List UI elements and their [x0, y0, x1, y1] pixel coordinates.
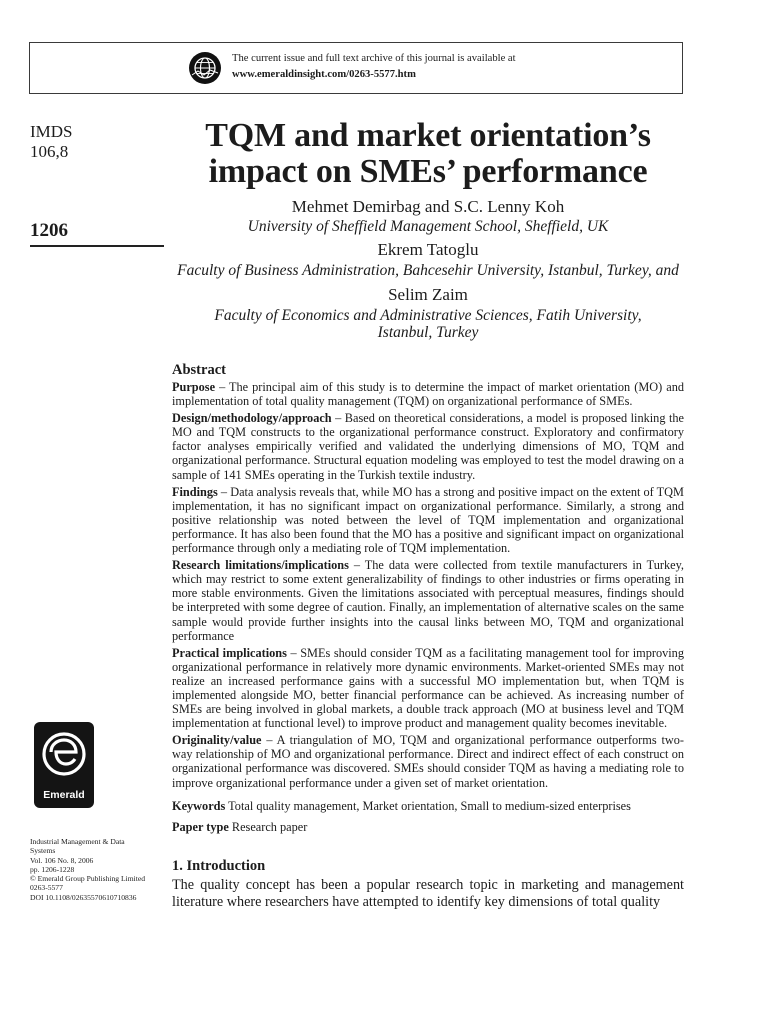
- volume-issue-text: 106,8: [30, 142, 69, 161]
- abstract-findings: [172, 485, 684, 555]
- author-line-1: Mehmet Demirbag and S.C. Lenny Koh: [291, 197, 565, 216]
- citation-block: [30, 837, 170, 902]
- journal-header-box: [29, 42, 683, 94]
- citation-line: Industrial Management & Data: [30, 837, 125, 846]
- abstract-body: [172, 380, 684, 793]
- section-text: – The data were collected from textile manufacturers in Turkey, which may restrict to some extent generalizability of findings to other industries or firms operating in more stable environments. Given the limitations associated with perceptual measures, findings should be interpreted with some degree of caution. Finally, an implementation of alternative scales on the same sample would provide further insights into the causal links between MO, TQM and organizational performance: [172, 558, 684, 643]
- paper-type-label: Paper type: [172, 820, 229, 834]
- title-line-2: impact on SMEs’ performance: [208, 153, 648, 190]
- abstract-heading: Abstract: [172, 362, 226, 378]
- title-line-1: TQM and market orientation’s: [205, 117, 651, 154]
- page-number-rule: [30, 245, 164, 247]
- citation-line: Systems: [30, 846, 56, 856]
- keywords-line: [172, 799, 692, 814]
- keywords-text: Total quality management, Market orientation, Small to medium-sized enterprises: [225, 799, 631, 813]
- abstract-practical: [172, 646, 684, 731]
- section-label: Research limitations/implications: [172, 558, 349, 573]
- section-text: – SMEs should consider TQM as a facilitating management tool for improving organizational performance in relatively more dynamic environments. Market-oriented SMEs may not realize an increased performance gains with a successful MO implementation but, when TQM is implemented alongside MO, better financial performance can be achieved. As increasing number of SMEs are being involved in global markets, a double track approach (MO at business level and TQM implementation at functional level) to improve product and management quality becomes inevitable.: [172, 645, 684, 731]
- abstract-purpose: [172, 380, 684, 408]
- introduction-text: The quality concept has been a popular research topic in marketing and management literature where researchers have attempted to identify key dimensions of total quality: [172, 877, 684, 910]
- journal-abbreviation: [30, 122, 73, 162]
- keywords-label: Keywords: [172, 799, 226, 813]
- citation-line: © Emerald Group Publishing Limited: [30, 874, 146, 884]
- section-label: Findings: [172, 484, 218, 499]
- page-number: 1206: [30, 220, 68, 241]
- citation-line: 0263-5577: [30, 883, 63, 893]
- emerald-swirl-icon: [34, 722, 94, 786]
- affiliation-1: University of Sheffield Management School, Sheffield, UK: [247, 218, 609, 235]
- citation-line: Vol. 106 No. 8, 2006: [30, 855, 94, 865]
- paper-type-text: Research paper: [228, 820, 308, 834]
- section-text: – Based on theoretical considerations, a model is proposed linking the MO and TQM constructs to the organizational performance construct. Exploratory and confirmatory factor analyses empirically verified and validated the underlying dimensions of MO, TQM and organizational performance. Structural equation modeling was employed to test the model drawing on a sample of 141 SMEs operating in the Turkish textile industry.: [172, 411, 684, 482]
- author-line-3: Selim Zaim: [388, 285, 468, 304]
- article-title: [172, 118, 684, 190]
- emerald-logo-text: Emerald: [43, 789, 85, 801]
- author-line-2: Ekrem Tatoglu: [377, 240, 479, 259]
- section-label: Originality/value: [172, 733, 262, 748]
- section-label: Practical implications: [172, 645, 287, 660]
- abstract-design: [172, 411, 684, 481]
- affiliation-2: Faculty of Business Administration, Bahcesehir University, Istanbul, Turkey, and: [177, 262, 679, 279]
- section-text: – The principal aim of this study is to determine the impact of market orientation (MO) and implementation of total quality management (TQM) on organizational performance of SMEs.: [172, 380, 684, 409]
- archive-url-link[interactable]: www.emeraldinsight.com/0263-5577.htm: [232, 69, 416, 80]
- paper-type-line: [172, 820, 692, 835]
- citation-line: DOI 10.1108/02635570610710836: [30, 892, 137, 902]
- archive-notice: The current issue and full text archive of this journal is available at: [232, 53, 516, 64]
- citation-line: pp. 1206-1228: [30, 864, 75, 874]
- introduction-heading: 1. Introduction: [172, 858, 266, 874]
- section-label: Design/methodology/approach: [172, 411, 332, 426]
- section-label: Purpose: [172, 380, 216, 394]
- section-text: – A triangulation of MO, TQM and organizational performance outperforms two-way relationship of MO and organizational performance. Direct and indirect effect of each construct on organizational performance was discovered. SMEs should consider TQM as having a mediating role to improve organizational performance under a given set of market orientation.: [172, 733, 684, 790]
- abstract-originality: [172, 733, 684, 789]
- journal-abbr-text: IMDS: [30, 122, 73, 141]
- globe-icon: [188, 51, 222, 85]
- affiliation-3a: Faculty of Economics and Administrative Sciences, Fatih University,: [214, 307, 642, 324]
- abstract-limitations: [172, 558, 684, 643]
- affiliation-3b: Istanbul, Turkey: [377, 324, 479, 341]
- section-text: – Data analysis reveals that, while MO has a strong and positive impact on the extent of TQM implementation, it has no significant impact on organizational performance. Similarly, a strong and positive relationship was noted between the level of TQM implementation and organizational performance. It has also been found that the MO has a positive and significant impact on organizational performance through only a mediating role of TQM implementation.: [172, 484, 684, 556]
